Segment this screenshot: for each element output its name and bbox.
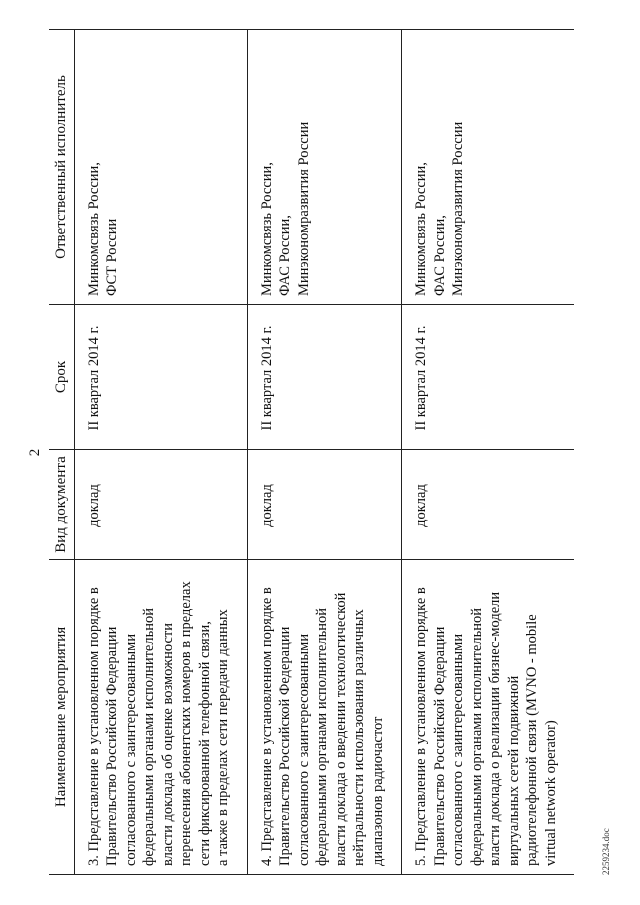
- header-deadline: Срок: [49, 305, 74, 450]
- deadline-cell: II квартал 2014 г.: [74, 305, 247, 450]
- measure-name-cell: 5. Представление в установленном порядке в Правительство Российской Федерации согласованного с заинтересованными федеральными органами исполнительной власти доклада о реализации бизнес-модели виртуальных сетей подвижной радиотелефонной связи (MVNO - mobile virtual network operator): [402, 560, 575, 875]
- document-type-cell: доклад: [247, 450, 402, 560]
- executor-cell: Минкомсвязь России, ФАС России, Минэкономразвития России: [402, 30, 575, 305]
- executor-cell: Минкомсвязь России, ФСТ России: [74, 30, 247, 305]
- document-type-cell: доклад: [74, 450, 247, 560]
- executor-cell: Минкомсвязь России, ФАС России, Минэкономразвития России: [247, 30, 402, 305]
- rotated-page: [25, 30, 615, 875]
- table-row: [402, 30, 575, 875]
- table-row: [247, 30, 402, 875]
- measure-name-cell: 4. Представление в установленном порядке в Правительство Российской Федерации согласованного с заинтересованными федеральными органами исполнительной власти доклада о введении технологической нейтральности использования различных диапазонов радиочастот: [247, 560, 402, 875]
- measures-table: [49, 29, 574, 875]
- measure-name-cell: 3. Представление в установленном порядке в Правительство Российской Федерации согласованного с заинтересованными федеральными органами исполнительной власти доклада об оценке возможности перенесения абонентских номеров в пределах сети фиксированной телефонной связи, а также в пределах сети передачи данных: [74, 560, 247, 875]
- deadline-cell: II квартал 2014 г.: [402, 305, 575, 450]
- document-file-code: 2259234.doc: [601, 828, 611, 875]
- header-document-type: Вид документа: [49, 450, 74, 560]
- header-responsible-executor: Ответственный исполнитель: [49, 30, 74, 305]
- header-measure-name: Наименование мероприятия: [49, 560, 74, 875]
- table-row: [74, 30, 247, 875]
- deadline-cell: II квартал 2014 г.: [247, 305, 402, 450]
- page-number: 2: [27, 448, 43, 457]
- document-type-cell: доклад: [402, 450, 575, 560]
- table-header-row: [49, 30, 74, 875]
